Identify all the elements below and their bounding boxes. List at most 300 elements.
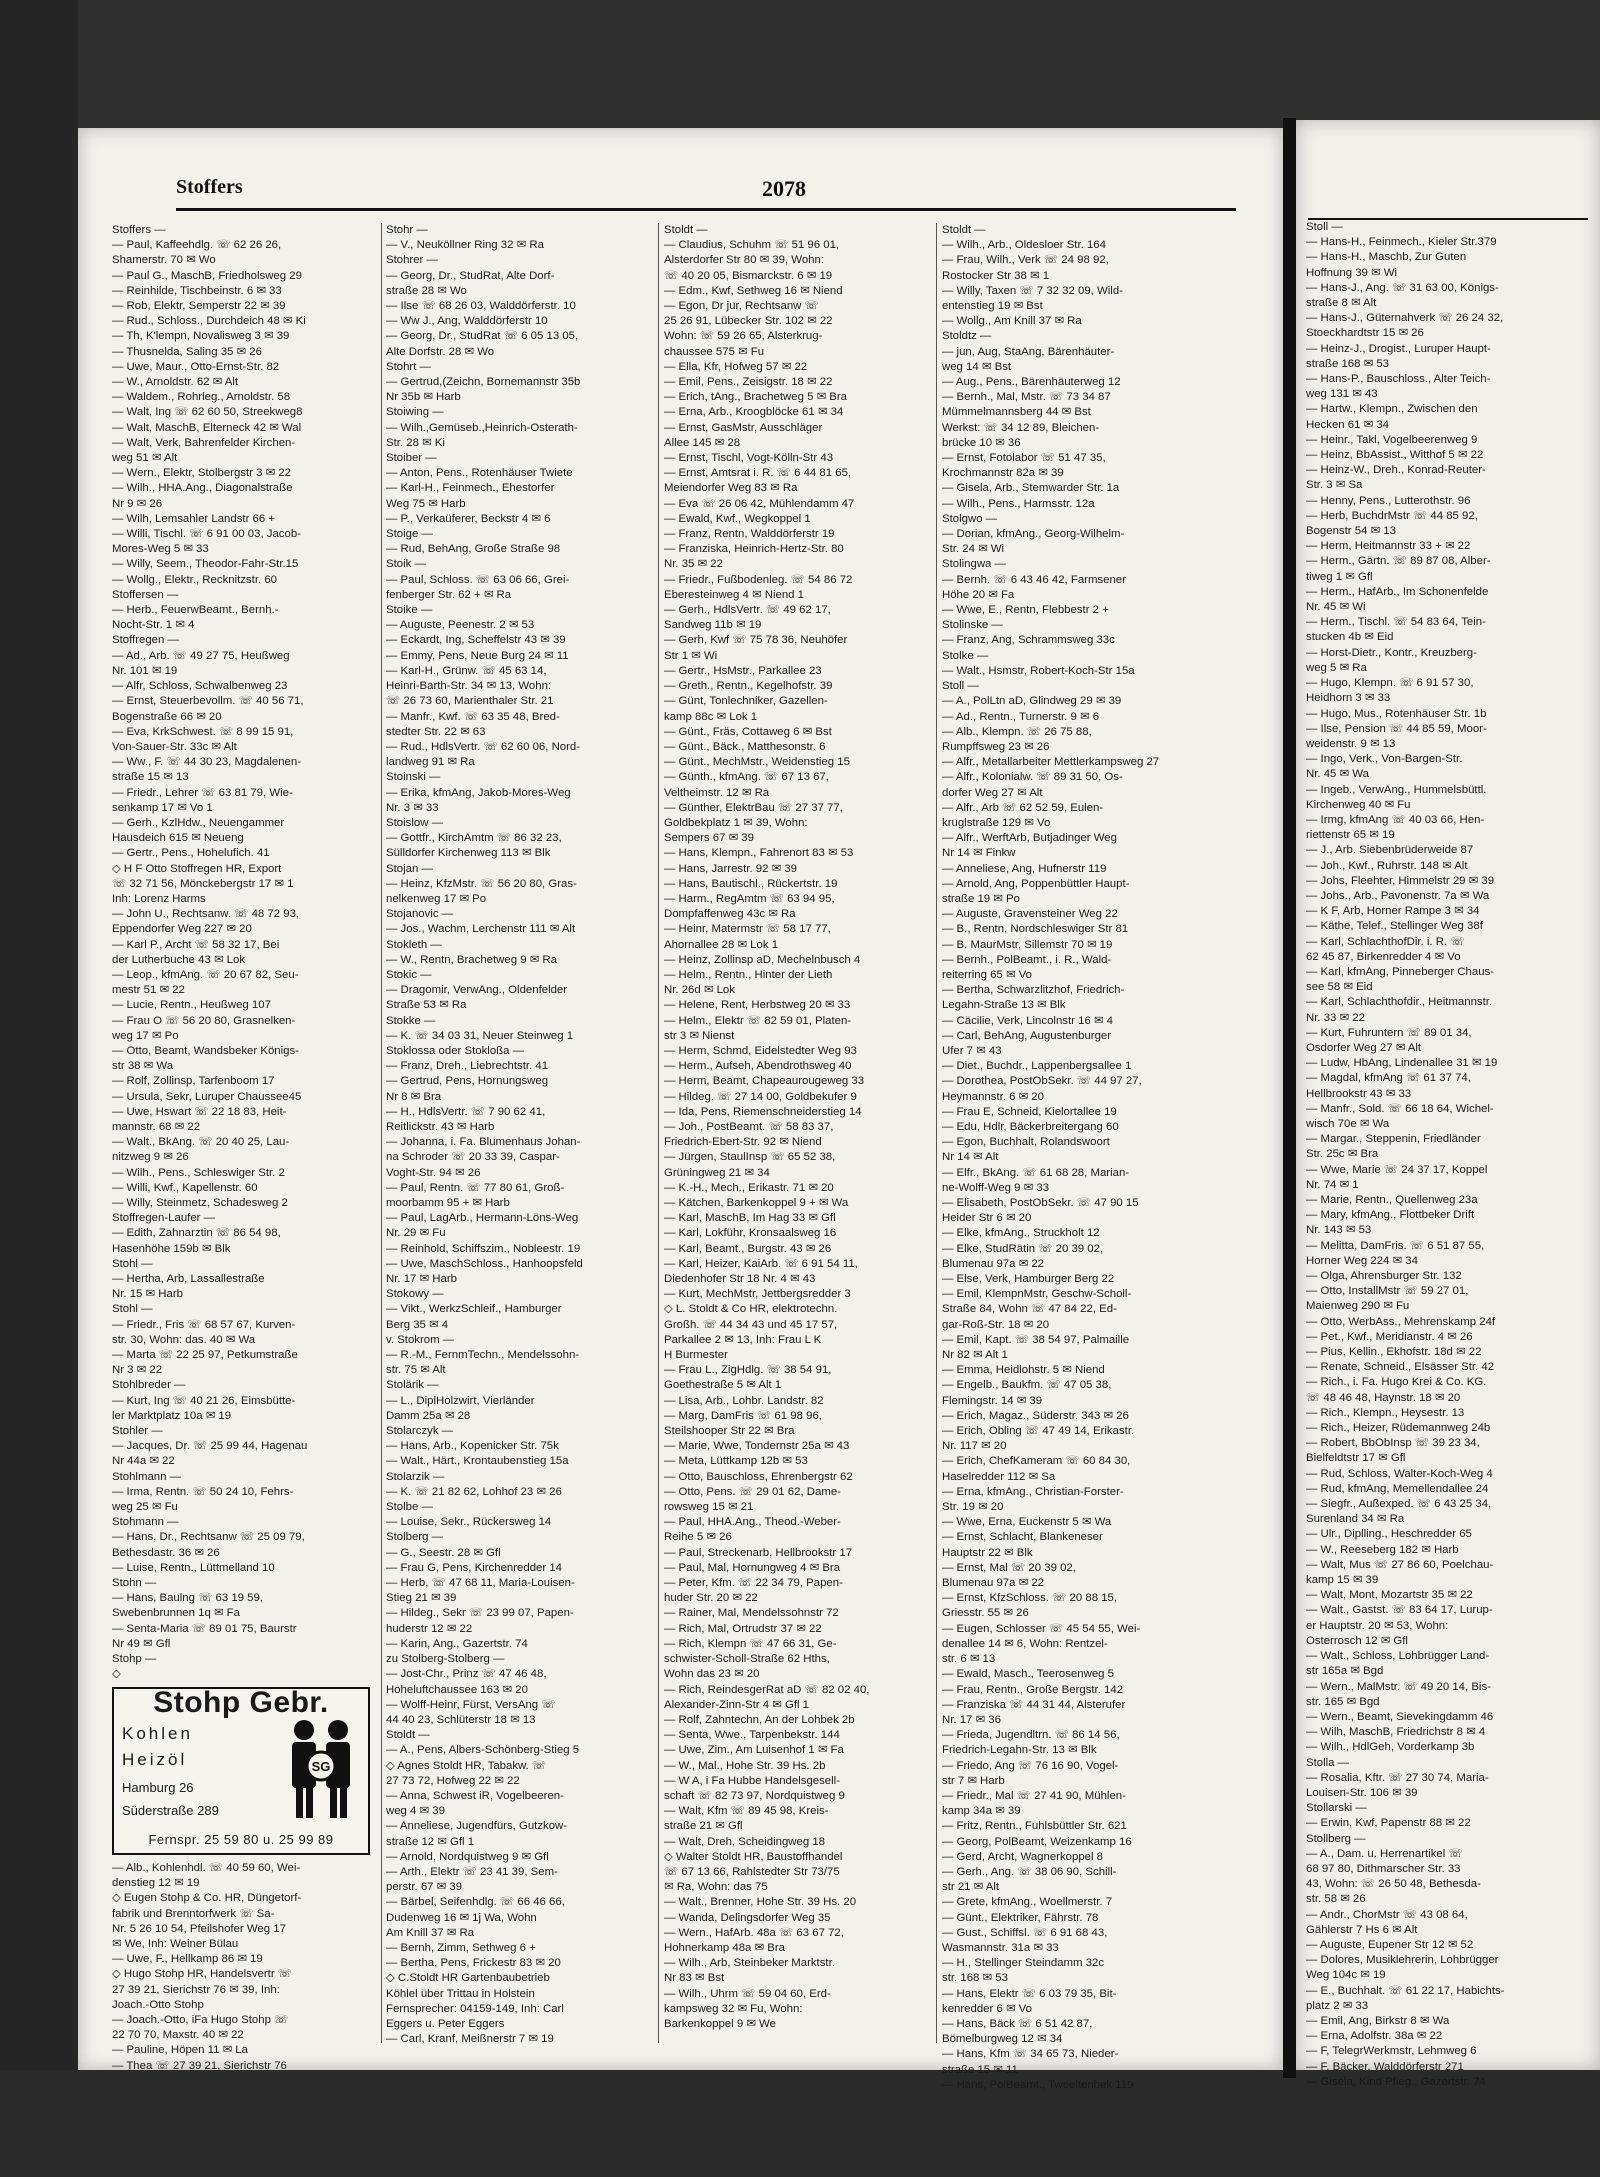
directory-entry: str. 75 ✉ Alt [386,1364,446,1377]
directory-entry: — Hans-H., Maschb, Zur Guten [1306,251,1467,264]
directory-entry: — Olga, Ahrensburger Str. 132 [1306,1270,1462,1283]
directory-entry: str 21 ✉ Alt [942,1881,1000,1894]
directory-entry: — Alfr., Arb ☏ 62 52 59, Eulen- [942,801,1104,814]
directory-entry: — Pauline, Höpen 11 ✉ La [112,2044,248,2057]
directory-entry: straße 15 ✉ 13 [112,771,189,784]
directory-entry: fabrik und Brenntorfwerk ☏ Sa- [112,1907,275,1920]
directory-entry: str. 58 ✉ 26 [1306,1893,1366,1906]
directory-entry: weidenstr. 9 ✉ 13 [1306,737,1396,750]
directory-entry: H Burmester [664,1349,728,1362]
directory-entry: — Hans-H., Feinmech., Kieler Str.379 [1306,236,1497,249]
directory-entry: — Paul G., MaschB, Friedholsweg 29 [112,269,302,282]
directory-entry: gar-Roß-Str. 18 ✉ 20 [942,1318,1050,1331]
directory-entry: — jun, Aug, StaAng, Bärenhäuter- [942,345,1115,358]
directory-entry: str. 165 ✉ Bgd [1306,1695,1380,1708]
directory-entry: Stohrer — [386,254,438,267]
directory-entry: — Renate, Schneid., Elsässer Str. 42 [1306,1361,1495,1374]
directory-entry: Stolärik — [386,1379,439,1392]
directory-entry: — W A, i Fa Hubbe Handelsgesell- [664,1774,840,1787]
directory-entry: — Arnold, Nordquistweg 9 ✉ Gfl [386,1850,549,1863]
directory-entry: — Walt., Schloss, Lohbrügger Land- [1306,1650,1490,1663]
directory-entry: — Vikt., WerkzSchleif., Hamburger [386,1303,562,1316]
directory-entry: — Günt, Tonlechniker, Gazellen- [664,695,828,708]
directory-entry: senkamp 17 ✉ Vo 1 [112,801,213,814]
directory-entry: — Ad., Arb. ☏ 49 27 75, Heußweg [112,649,290,662]
directory-entry: — B. MaurMstr, Sillemstr 70 ✉ 19 [942,938,1113,951]
directory-entry: — Marta ☏ 22 25 97, Petkumstraße [112,1349,298,1362]
directory-entry: — Wern., HafArb. 48a ☏ 63 67 72, [664,1926,844,1939]
ad-figures-logo [284,1716,360,1824]
directory-entry: str 165a ✉ Bgd [1306,1665,1384,1678]
directory-entry: zu Stolberg-Stolberg — [386,1653,505,1666]
directory-entry: ☏ 26 73 60, Marienthaler Str. 21 [386,695,554,708]
directory-entry: weg 17 ✉ Po [112,1029,179,1042]
directory-entry: — Hans, Elektr ☏ 6 03 79 35, Bit- [942,1987,1117,2000]
directory-entry: Nr 44a ✉ 22 [112,1455,175,1468]
directory-entry: Swebenbrunnen 1q ✉ Fa [112,1607,240,1620]
directory-entry: — Otto, Pens. ☏ 29 01 62, Dame- [664,1485,841,1498]
directory-entry: Bethesdastr. 36 ✉ 26 [112,1546,220,1559]
directory-entry: huderstr 12 ✉ 22 [386,1622,473,1635]
directory-entry: — Robert, BbObInsp ☏ 39 23 34, [1306,1437,1480,1450]
page-number: 2078 [762,176,806,201]
directory-entry: — Walt, Mus ☏ 27 86 60, Poelchau- [1306,1558,1494,1571]
directory-entry: — Gertrud,(Zeichn, Bornemannstr 35b [386,376,581,389]
directory-entry: Stohlbreder — [112,1379,186,1392]
directory-entry: — Walt., Brenner, Hohe Str. 39 Hs. 20 [664,1896,857,1909]
directory-entry: weg 4 ✉ 39 [386,1805,445,1818]
directory-entry: Blumenau 97a ✉ 22 [942,1257,1045,1270]
directory-entry: Stoffregen — [112,634,179,647]
directory-entry: — Heinr., Takl, Vogelbeerenweg 9 [1306,433,1478,446]
directory-entry: — Ursula, Sekr, Luruper Chaussee45 [112,1090,302,1103]
column-1-entries-bottom [112,1861,374,2074]
directory-entry: — F, Bäcker, Walddörferstr 271 [1306,2060,1464,2073]
directory-entry: 25 26 91, Lübecker Str. 102 ✉ 22 [664,315,833,328]
directory-entry: Bogenstraße 66 ✉ 20 [112,710,222,723]
directory-entry: — Alb., Kohlenhdl. ☏ 40 59 60, Wei- [112,1861,301,1874]
directory-entry: — Heinz, KfzMstr. ☏ 56 20 80, Gras- [386,877,577,890]
directory-entry: Stohr — [386,224,428,236]
directory-entry: Nr. 101 ✉ 19 [112,664,178,677]
directory-entry: — Ilse, Pension ☏ 44 85 59, Moor- [1306,722,1487,735]
directory-entry: — Franziska ☏ 44 31 44, Alsterufer [942,1698,1126,1711]
directory-entry: ☏ 40 20 05, Bismarckstr. 6 ✉ 19 [664,269,833,282]
directory-entry: — Ernst, Steuerbevollm. ☏ 40 56 71, [112,695,304,708]
directory-entry: — Wwe, E., Rentn, Flebbestr 2 + [942,604,1109,617]
directory-entry: — Karl-H., Grünw. ☏ 45 63 14, [386,664,547,677]
directory-entry: Stoldt — [942,224,986,236]
directory-entry: Louisen-Str. 106 ✉ 39 [1306,1786,1418,1799]
column-1 [112,223,374,2072]
directory-entry: — Herb., FeuerwBeamt., Bernh.- [112,604,279,617]
directory-entry: Stoige — [386,528,433,541]
directory-entry: — Hans, Bäck ☏ 6 51 42 87, [942,2017,1093,2030]
directory-entry: — Ingeb., VerwAng., Hummelsbüttl. [1306,783,1487,796]
directory-entry: — Rob, Elektr, Semperstr 22 ✉ 39 [112,300,286,313]
directory-entry: Gählerstr 7 Hs 6 ✉ Alt [1306,1923,1418,1936]
directory-entry: — Wilh., HHA.Ang., Diagonalstraße [112,482,293,495]
directory-entry: 43, Wohn: ☏ 26 50 48, Bethesda- [1306,1878,1481,1891]
directory-entry: — Georg, PolBeamt, Weizenkamp 16 [942,1835,1132,1848]
directory-entry: — Walt., Hsmstr, Robert-Koch-Str 15a [942,664,1135,677]
directory-entry: Hoheluftchaussee 163 ✉ 20 [386,1683,528,1696]
directory-entry: — Hans, Jarrestr. 92 ✉ 39 [664,862,797,875]
directory-entry: straße 28 ✉ Wo [386,284,467,297]
directory-entry: — Kätchen, Barkenkoppel 9 + ✉ Wa [664,1197,849,1209]
directory-entry: — E., Buchhalt. ☏ 61 22 17, Habichts- [1306,1984,1505,1997]
directory-entry: — Eva ☏ 26 06 42, Mühlendamm 47 [664,497,855,510]
directory-entry: — A., PolLtn aD, Glindweg 29 ✉ 39 [942,695,1122,708]
directory-entry: Bielfeldtstr 17 ✉ Gfl [1306,1452,1406,1465]
directory-entry: — Magdal, kfmAng ☏ 61 37 74, [1306,1072,1471,1085]
directory-entry: — Fritz, Rentn., Fuhlsbüttler Str. 621 [942,1820,1127,1833]
directory-entry: — Karl-H., Feinmech., Ehestorfer [386,482,555,495]
directory-entry: Shamerstr. 70 ✉ Wo [112,254,216,267]
directory-entry: — Dorian, kfmAng., Georg-Wilhelm- [942,528,1125,541]
directory-entry: str 3 ✉ Nienst [664,1029,735,1042]
directory-entry: 27 73 72, Hofweg 22 ✉ 22 [386,1774,520,1787]
directory-entry: Hauptstr 22 ✉ Blk [942,1546,1033,1559]
directory-entry: Nr. 29 ✉ Fu [386,1227,446,1240]
directory-entry: Joach.-Otto Stohp [112,1998,204,2011]
directory-entry: — Paul, Mal, Hornungweg 4 ✉ Bra [664,1561,841,1574]
directory-entry: — Hildeg. ☏ 27 14 00, Goldbekufer 9 [664,1090,857,1103]
directory-entry: kampsweg 32 ✉ Fu, Wohn: [664,2002,803,2015]
directory-entry: — Rud, Schloss, Walter-Koch-Weg 4 [1306,1467,1493,1480]
directory-entry: — Rud, kfmAng, Memellendallee 24 [1306,1482,1489,1495]
directory-entry: — Ida, Pens, Riemenschneiderstieg 14 [664,1105,862,1118]
directory-entry: — W., Arnoldstr. 62 ✉ Alt [112,376,239,389]
directory-entry: Nr. 74 ✉ 1 [1306,1178,1359,1191]
directory-entry: — Harm., RegAmtm ☏ 63 94 95, [664,892,835,905]
directory-entry: — Helm., Elektr ☏ 82 59 01, Platen- [664,1014,852,1027]
directory-entry: — K. ☏ 34 03 31, Neuer Steinweg 1 [386,1029,574,1042]
directory-entry: — Rud., HdlsVertr. ☏ 62 60 06, Nord- [386,740,581,753]
directory-entry: Nr 14 ✉ Finkw [942,847,1016,860]
directory-entry: kamp 15 ✉ 39 [1306,1574,1379,1587]
directory-entry: — Ernst, Amtsrat i. R. ☏ 6 44 81 65, [664,467,852,480]
directory-entry: — Wern., Beamt, Sievekingdamm 46 [1306,1710,1494,1723]
directory-entry: Steilshooper Str 22 ✉ Bra [664,1425,795,1438]
header-rule [176,208,1236,211]
directory-entry: — J., Arb. Siebenbrüderweide 87 [1306,844,1474,857]
directory-entry: Nr. 15 ✉ Harb [112,1288,183,1301]
directory-entry: Stolke — [942,649,989,662]
directory-entry: — Herm., HafArb., Im Schonenfelde [1306,585,1489,598]
directory-entry: — Manfr., Kwf. ☏ 63 35 48, Bred- [386,710,560,723]
directory-entry: — Andr., ChorMstr ☏ 43 08 64, [1306,1908,1468,1921]
directory-entry: — K.-H., Mech., Erikastr. 71 ✉ 20 [664,1181,834,1194]
directory-entry: — Emil, Kapt. ☏ 38 54 97, Palmaille [942,1333,1130,1346]
ad-word-coal: Kohlen [122,1723,193,1743]
directory-entry: Heinri-Barth-Str. 34 ✉ 13, Wohn: [386,680,552,693]
directory-entry: Stolbe — [386,1501,433,1514]
directory-entry: — Th, K'lempn, Novalisweg 3 ✉ 39 [112,330,290,343]
directory-entry: — Erwin, Kwf, Papenstr 88 ✉ 22 [1306,1817,1471,1830]
directory-entry: — Dolores, Musiklehrerin, Lohbrügger [1306,1954,1499,1967]
directory-entry: 27 39 21, Sierichstr 76 ✉ 39, Inh: [112,1983,280,1996]
directory-entry: — Georg, Dr., StudRat, Alte Dorf- [386,269,555,282]
directory-entry: Nr. 35 ✉ 22 [664,558,723,571]
directory-entry: moorbamm 95 + ✉ Harb [386,1197,510,1209]
directory-entry: ✉ Ra, Wohn: das 75 [664,1881,768,1894]
directory-entry: Nr. 45 ✉ Wi [1306,601,1366,614]
directory-entry: — Friedo, Ang ☏ 76 16 90, Vogel- [942,1759,1119,1772]
directory-entry: — K. ☏ 21 82 62, Lohhof 23 ✉ 26 [386,1485,562,1498]
directory-entry: — Ewald, Kwf., Wegkoppel 1 [664,512,811,525]
directory-entry: Eberesteinweg 4 ✉ Niend 1 [664,588,804,601]
directory-entry: — Rolf, Zahntechn, An der Lohbek 2b [664,1713,855,1726]
directory-entry: Stolinske — [942,619,1003,632]
directory-entry: — Günt., Bäck., Matthesonstr. 6 [664,740,826,753]
directory-entry: — B., Rentn, Nordschleswiger Str 81 [942,923,1129,936]
directory-entry: — Frau O ☏ 56 20 80, Grasnelken- [112,1014,296,1027]
directory-entry: — Wilh., Arb, Steinbeker Marktstr. [664,1957,835,1970]
directory-entry: — Hans-J., Güternahverk ☏ 26 24 32, [1306,312,1504,325]
directory-entry: — Senta, Wwe., Tarpenbekstr. 144 [664,1729,840,1742]
directory-entry: — Jos., Wachm, Lerchenstr 111 ✉ Alt [386,923,576,936]
directory-entry: — Rich., Klempn., Heysestr. 13 [1306,1406,1465,1419]
directory-entry: Stoffregen-Laufer — [112,1212,215,1225]
directory-entry: — Edu, Hdlr, Bäckerbreitergang 60 [942,1120,1119,1133]
directory-entry: str. 6 ✉ 13 [942,1653,996,1666]
directory-entry: — Horst-Dietr., Kontr., Kreuzberg- [1306,646,1477,659]
directory-entry: Nocht-Str. 1 ✉ 4 [112,619,195,632]
directory-entry: — Karl, SchlachthofDir. i. R. ☏ [1306,935,1465,948]
directory-entry: ◇ Walter Stoldt HR, Baustoffhandel [664,1850,843,1863]
directory-entry: — Frau G, Pens, Kirchenredder 14 [386,1561,563,1574]
directory-entry: Sempers 67 ✉ 39 [664,832,754,845]
directory-entry: — Gerd, Archt, Wagnerkoppel 8 [942,1850,1104,1863]
directory-entry: — Thusnelda, Saling 35 ✉ 26 [112,345,262,358]
directory-entry: — Wilh., Pens., Schleswiger Str. 2 [112,1166,285,1179]
directory-entry: weg 51 ✉ Alt [112,452,178,465]
directory-entry: — Ernst, Fotolabor ☏ 51 47 35, [942,452,1106,465]
directory-entry: — Otto, InstallMstr ☏ 59 27 01, [1306,1285,1469,1298]
directory-entry: Am Knill 37 ✉ Ra [386,1926,475,1939]
directory-entry: — F, TelegrWerkmstr, Lehmweg 6 [1306,2045,1477,2058]
directory-entry: Alsterdorfer Str 80 ✉ 39, Wohn: [664,254,825,267]
directory-entry: — Karl, MaschB, Im Hag 33 ✉ Gfl [664,1212,836,1225]
directory-entry: — Emma, Heidlohstr. 5 ✉ Niend [942,1364,1105,1377]
directory-entry: Inh: Lorenz Harms [112,892,206,905]
directory-entry: Stoklossa oder Stokloßa — [386,1044,525,1057]
directory-entry: — Erna, kfmAng., Christian-Forster- [942,1485,1124,1498]
directory-entry: Stohn — [112,1577,157,1590]
directory-entry: — Karl P., Archt ☏ 58 32 17, Bei [112,938,280,951]
directory-entry: na Schroder ☏ 20 33 39, Caspar- [386,1151,560,1164]
directory-entry: Blumenau 97a ✉ 22 [942,1577,1045,1590]
directory-entry: — Else, Verk, Hamburger Berg 22 [942,1273,1115,1286]
directory-entry: Grüningweg 21 ✉ 34 [664,1166,770,1179]
directory-entry: — Reinhilde, Tischbeinstr. 6 ✉ 33 [112,284,282,297]
directory-entry: — Jürgen, StaulInsp ☏ 65 52 38, [664,1151,836,1164]
directory-entry: — Uwe, Maur., Otto-Ernst-Str. 82 [112,360,280,373]
directory-entry: — Ad., Rentn., Turnerstr. 9 ✉ 6 [942,710,1100,723]
directory-entry: kamp 34a ✉ 39 [942,1805,1021,1818]
directory-entry: — Senta-Maria ☏ 89 01 75, Baurstr [112,1622,297,1635]
directory-entry: Stohl — [112,1257,153,1270]
directory-entry: — Herm, Heitmannstr 33 + ✉ 22 [1306,540,1471,553]
column-1-entries-top [112,223,374,1683]
directory-entry: nelkenweg 17 ✉ Po [386,892,487,905]
directory-entry: — Uwe, Zim., Am Luisenhof 1 ✉ Fa [664,1744,844,1757]
directory-entry: — Marie, Wwe, Tondernstr 25a ✉ 43 [664,1440,850,1453]
directory-entry: Stoldtz — [942,330,992,343]
directory-entry: — Gisela, Arb., Stemwarder Str. 1a [942,482,1120,495]
directory-entry: Krochmannstr 82a ✉ 39 [942,467,1064,480]
directory-entry: Stolingwa — [942,558,1006,571]
directory-entry: Str. 25c ✉ Bra [1306,1148,1379,1161]
directory-entry: Barkenkoppel 9 ✉ We [664,2017,776,2030]
directory-entry: — Bärbel, Seifenhdlg. ☏ 66 46 66, [386,1896,565,1909]
directory-entry: Nr. 117 ✉ 20 [942,1440,1007,1453]
directory-entry: — Herm., Tischl. ☏ 54 83 64, Tein- [1306,616,1486,629]
directory-entry: Reihe 5 ✉ 26 [664,1531,732,1544]
directory-entry: — Erich, tAng., Brachetweg 5 ✉ Bra [664,391,848,404]
directory-entry: — Helene, Rent, Herbstweg 20 ✉ 33 [664,999,851,1012]
directory-entry: — Gerh., Ang. ☏ 38 06 90, Schill- [942,1865,1117,1878]
directory-entry: — Reinhold, Schiffszim., Nobleestr. 19 [386,1242,581,1255]
directory-entry: — Willy, Steinmetz, Schadesweg 2 [112,1197,288,1209]
directory-entry: Bogenstr 54 ✉ 13 [1306,525,1396,538]
directory-entry: — Gerh., KzlHdw., Neuengammer [112,816,285,829]
directory-entry: — Emil, Ang, Birkstr 8 ✉ Wa [1306,2014,1450,2027]
directory-entry: — Pet., Kwf., Meridianstr. 4 ✉ 26 [1306,1330,1473,1343]
directory-entry: Haselredder 112 ✉ Sa [942,1470,1056,1483]
directory-page [78,128,1283,2091]
directory-entry: — Karin, Ang., Gazertstr. 74 [386,1637,528,1650]
directory-entry: nitzweg 9 ✉ 26 [112,1151,189,1164]
directory-entry: mannstr. 68 ✉ 22 [112,1120,201,1133]
directory-entry: — Herm., Aufseh, Abendrothsweg 40 [664,1060,852,1073]
directory-entry: Rostocker Str 38 ✉ 1 [942,269,1050,282]
directory-entry: — Greth., Rentn., Kegelhofstr. 39 [664,680,833,693]
directory-entry: Köhlel über Trittau in Holstein [386,1987,535,2000]
directory-entry: ne-Wolff-Weg 9 ✉ 33 [942,1181,1050,1194]
directory-entry: — Uwe, MaschSchloss., Hanhoopsfeld [386,1257,583,1270]
directory-entry: Osterrosch 12 ✉ Gfl [1306,1634,1408,1647]
directory-entry: — Edm., Kwf, Sethweg 16 ✉ Niend [664,284,843,297]
directory-entry: — Elke, kfmAng., Struckholt 12 [942,1227,1100,1240]
directory-entry: Nr 83 ✉ Bst [664,1972,725,1985]
directory-entry: 62 45 87, Birkenredder 4 ✉ Vo [1306,950,1461,963]
directory-entry: — Wilh., Arb., Oldesloer Str. 164 [942,239,1106,252]
directory-entry: — Erich, ChefKameram ☏ 60 84 30, [942,1455,1131,1468]
directory-entry: Nr. 17 ✉ 36 [942,1713,1001,1726]
directory-entry: — Hans, Baulng ☏ 63 19 59, [112,1592,264,1605]
directory-entry: Stoiber — [386,452,437,465]
directory-entry: — Günth., kfmAng. ☏ 67 13 67, [664,771,829,784]
column-2 [386,223,654,2053]
directory-entry: — Wolff-Heinr, Fürst, VersAng ☏ [386,1698,556,1711]
directory-entry: fenberger Str. 62 + ✉ Ra [386,588,512,601]
directory-entry: ◇ C.Stoldt HR Gartenbaubetrieb [386,1972,550,1985]
directory-entry: Allee 145 ✉ 28 [664,436,741,449]
directory-entry: — Ernst, Schlacht, Blankeneser [942,1531,1103,1544]
directory-entry: — Walt, Kfm ☏ 89 45 98, Kreis- [664,1805,829,1818]
directory-entry: mestr 51 ✉ 22 [112,984,185,997]
directory-entry: Stolla — [1306,1756,1350,1769]
directory-entry: — Gisela, Kind Pfleg., Gazertstr. 74 [1306,2075,1486,2088]
directory-entry: Nr 9 ✉ 26 [112,497,163,510]
directory-entry: Höhe 20 ✉ Fa [942,588,1015,601]
directory-entry: Stoinski — [386,771,441,784]
directory-entry: — Joach.-Otto, iFa Hugo Stohp ☏ [112,2013,289,2026]
directory-entry: — Meta, Lüttkamp 12b ✉ 53 [664,1455,808,1468]
directory-entry: Stieg 21 ✉ 39 [386,1592,457,1605]
directory-entry: Wohn das 23 ✉ 20 [664,1668,760,1681]
directory-entry: Straße 53 ✉ Ra [386,999,467,1012]
directory-entry: — Pius, Kellin., Ekhofstr. 18d ✉ 22 [1306,1346,1482,1359]
directory-entry: — Arth., Elektr ☏ 23 41 39, Sem- [386,1865,558,1878]
directory-entry: Stollarski — [1306,1802,1367,1815]
directory-entry: denstieg 12 ✉ 19 [112,1877,200,1890]
directory-entry: — Walt, Mont, Mozartstr 35 ✉ 22 [1306,1589,1473,1602]
directory-entry: — Luise, Rentn., Lüttmelland 10 [112,1561,275,1574]
directory-entry: — P., Verkaüferer, Beckstr 4 ✉ 6 [386,512,551,525]
directory-entry: — Walt, MaschB, Elterneck 42 ✉ Wal [112,421,302,434]
advertisement-box [112,1687,370,1855]
directory-entry: — Herb, BuchdrMstr ☏ 44 85 92, [1306,509,1478,522]
directory-entry: Goldbekplatz 1 ✉ 39, Wohn: [664,816,808,829]
directory-entry: Hohnerkamp 48a ✉ Bra [664,1941,785,1954]
directory-entry: — Rich., Heizer, Rüdemannweg 24b [1306,1422,1491,1435]
ad-title: Stohp Gebr. [153,1685,329,1719]
directory-entry: Stokleth — [386,938,442,951]
directory-entry: — Erich, Magaz., Süderstr. 343 ✉ 26 [942,1409,1129,1422]
directory-entry: — Walt, Dreh, Scheidingweg 18 [664,1835,826,1848]
directory-entry: — Friedr., Fris ☏ 68 57 67, Kurven- [112,1318,296,1331]
column-rule [936,223,937,2043]
directory-entry: — Gerh, Kwf ☏ 75 78 36, Neuhöfer [664,634,848,647]
directory-entry: — Heinr, Matermstr ☏ 58 17 77, [664,923,831,936]
directory-entry: — Rolf, Zollinsp, Tarfenboom 17 [112,1075,275,1088]
scan-background-top [0,0,1600,128]
directory-entry: Nr 35b ✉ Harb [386,391,461,404]
directory-entry: — Rich, Klempn ☏ 47 66 31, Ge- [664,1637,837,1650]
directory-entry: — H., Stellinger Steindamm 32c [942,1957,1105,1970]
directory-entry: — Margar., Steppenin, Friedländer [1306,1133,1481,1146]
directory-entry: — Egon, Dr jur, Rechtsanw ☏ [664,300,819,313]
directory-entry: Mores-Weg 5 ✉ 33 [112,543,209,556]
directory-entry: ☏ 67 13 66, Rahlstedter Str 73/75 [664,1865,840,1878]
directory-entry: — Bernh., PolBeamt., i. R., Wald- [942,953,1112,966]
directory-entry: — Kurt, Fuhruntern ☏ 89 01 34, [1306,1026,1472,1039]
directory-entry: Nr 8 ✉ Bra [386,1090,442,1103]
directory-entry: weg 5 ✉ Ra [1306,661,1367,674]
directory-entry: ler Marktplatz 10a ✉ 19 [112,1409,232,1422]
directory-entry: kruglstraße 129 ✉ Vo [942,816,1051,829]
directory-entry: — Dorothea, PostObSekr. ☏ 44 97 27, [942,1075,1142,1088]
directory-entry: — Emmy, Pens, Neue Burg 24 ✉ 11 [386,649,569,662]
directory-entry: — W., Mal., Hohe Str. 39 Hs. 2b [664,1759,826,1772]
directory-entry: Nr. 45 ✉ Wa [1306,768,1369,781]
directory-entry: — Heinz, Zollinsp aD, Mechelnbusch 4 [664,953,861,966]
directory-entry: Parkallee 2 ✉ 13, Inh: Frau L K [664,1333,822,1346]
directory-entry: ◇ Hugo Stohp HR, Handelsvertr ☏ [112,1968,293,1981]
directory-entry: — Kurt, MechMstr, Jettbergsredder 3 [664,1288,851,1301]
directory-entry: — Auguste, Gravensteiner Weg 22 [942,908,1118,921]
directory-entry: — Ernst, KfzSchloss. ☏ 20 88 15, [942,1592,1118,1605]
directory-entry: — Hans, Bautischl., Rückertstr. 19 [664,877,838,890]
directory-entry: — Engelb., Baukfm. ☏ 47 05 38, [942,1379,1112,1392]
directory-entry: straße 19 ✉ Po [942,892,1020,905]
directory-entry: — K F, Arb, Horner Rampe 3 ✉ 34 [1306,905,1480,918]
directory-entry: str. 168 ✉ 53 [942,1972,1008,1985]
directory-entry: v. Stokrom — [386,1333,455,1346]
